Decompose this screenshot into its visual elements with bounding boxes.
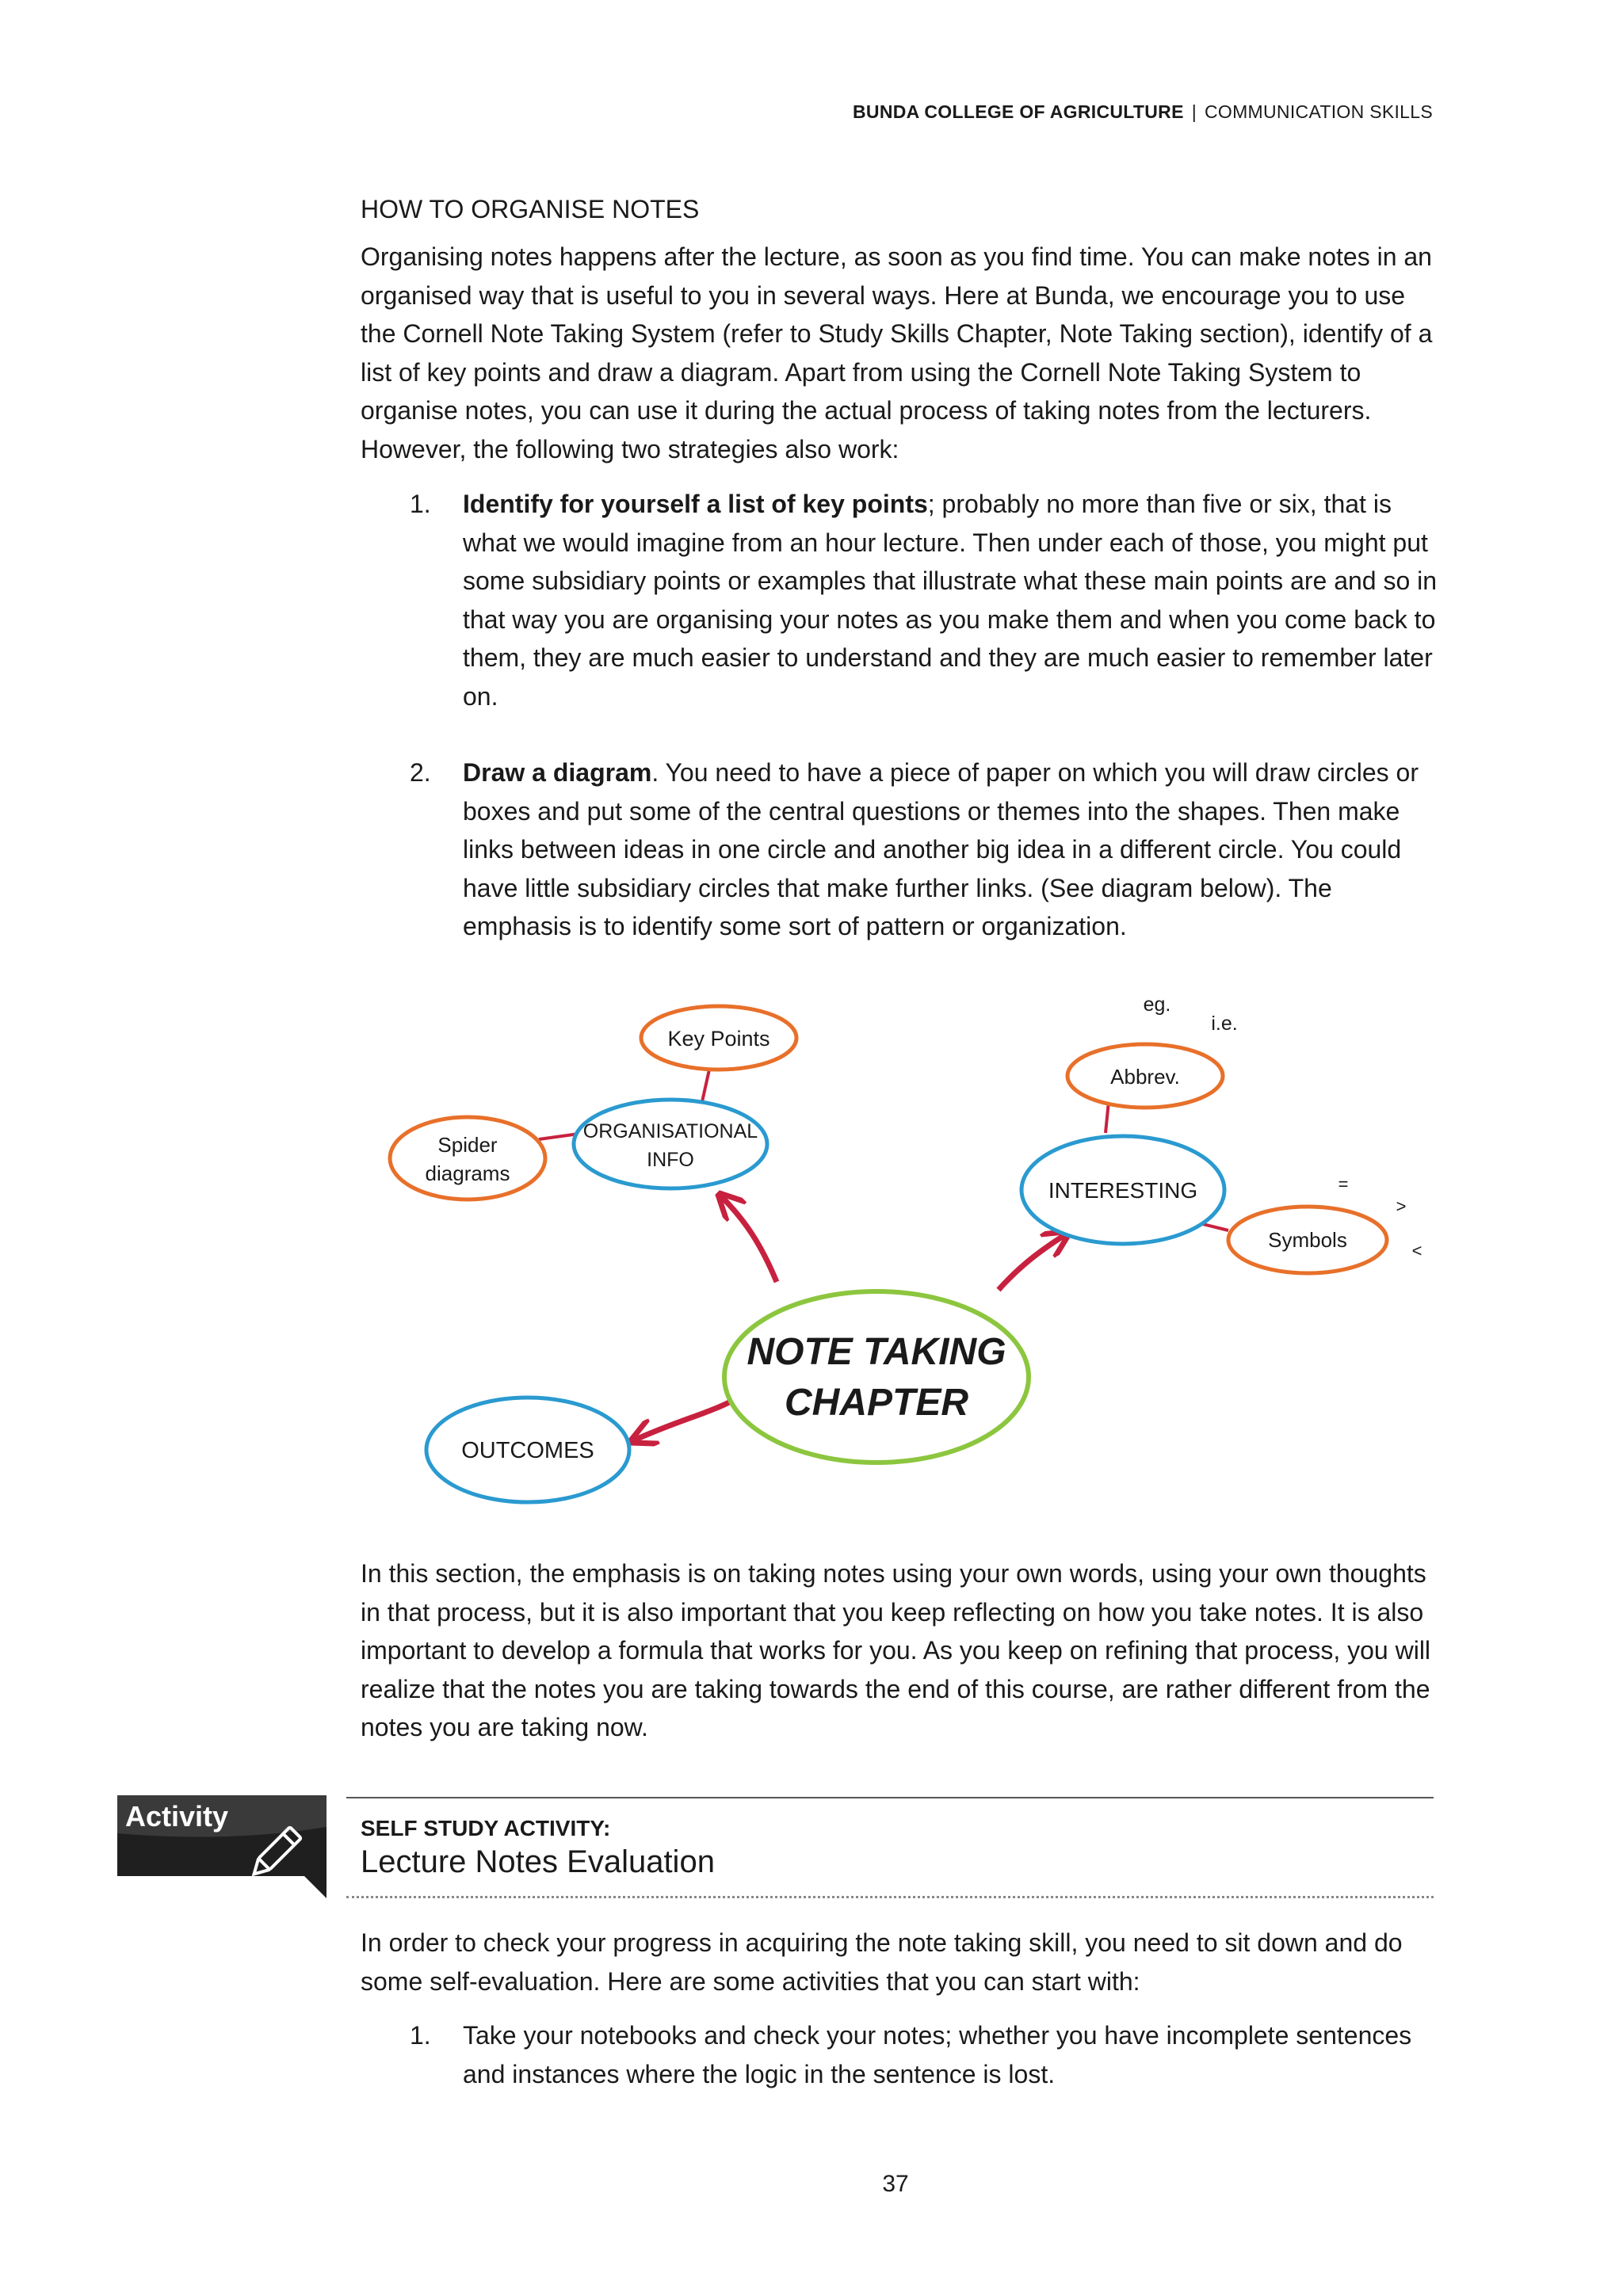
symbol-less: <: [1411, 1241, 1423, 1261]
list-item-text: Take your notebooks and check your notes; whether you have incomplete sentences and instances where the logic in the sentence is lost.: [463, 2021, 1412, 2088]
running-header: [853, 101, 1433, 123]
activity-badge: [117, 1795, 327, 1898]
mind-map-diagram: [372, 982, 1434, 1521]
abbrev-label: Abbrev.: [1110, 1065, 1180, 1089]
activity-list: [410, 2016, 1440, 2131]
key-points-label: Key Points: [667, 1027, 770, 1051]
outcomes-label: OUTCOMES: [461, 1438, 594, 1463]
list-item: [410, 753, 1440, 946]
activity-top-rule: [346, 1797, 1434, 1798]
link-keypoints-org: [701, 1070, 709, 1105]
list-item-bold: Identify for yourself a list of key points: [463, 490, 928, 518]
intro-paragraph: Organising notes happens after the lecture, as soon as you find time. You can make notes in an organised way that is useful to you in several ways. Here at Bunda, we encourage you to use the Cornell Note Taking System (refer to Study Skills Chapter, Note Taking section), identify of a list of key points and draw a diagram. Apart from using the Cornell Note Taking System to organise notes, you can use it during the actual process of taking notes from the lecturers. However, the following two strategies also work:: [361, 242, 1433, 463]
arrow-to-interesting: [999, 1234, 1066, 1290]
list-item-text: ; probably no more than five or six, that is what we would imagine from an hour lecture. Then under each of those, you might put some subsidiary points or examples that illustrate what these main points are and so in that way you are organising your notes as you make them and when you come back to them, they are much easier to understand and they are much easier to remember later on.: [463, 490, 1438, 711]
spider-label-line2: diagrams: [425, 1161, 510, 1185]
spider-label-line1: Spider: [437, 1133, 498, 1157]
list-item-number: 2.: [410, 758, 431, 787]
header-course: COMMUNICATION SKILLS: [1205, 101, 1433, 122]
center-label-line2: CHAPTER: [784, 1382, 969, 1424]
symbol-equals: =: [1338, 1174, 1349, 1194]
org-label-line2: INFO: [647, 1149, 694, 1171]
activity-dotted-rule: [346, 1896, 1434, 1898]
header-separator: |: [1191, 101, 1197, 122]
center-node: [724, 1291, 1029, 1463]
list-item-number: 1.: [410, 2021, 431, 2050]
activity-intro: In order to check your progress in acquiring the note taking skill, you need to sit down and do some self-evaluation. Here are some activities that you can start with:: [361, 1928, 1403, 1996]
list-item-bold: Draw a diagram: [463, 758, 652, 787]
center-label-line1: NOTE TAKING: [747, 1331, 1006, 1373]
list-item: [410, 485, 1440, 715]
list-item-text: . You need to have a piece of paper on which you will draw circles or boxes and put some of the central questions or themes into the shapes. Then make links between ideas in one circle and another big idea in a different circle. You could have little subsidiary circles that make further links. (See diagram below). The emphasis is to identify some sort of pattern or organization.: [463, 758, 1419, 940]
activity-label: Activity: [125, 1800, 229, 1833]
ie-label: i.e.: [1211, 1013, 1238, 1035]
arrow-to-org: [721, 1196, 777, 1282]
interesting-label: INTERESTING: [1048, 1178, 1198, 1203]
page-number: 37: [882, 2171, 909, 2197]
symbol-greater: >: [1396, 1196, 1407, 1216]
activity-kicker: SELF STUDY ACTIVITY:: [361, 1816, 611, 1840]
closing-paragraph: In this section, the emphasis is on taking notes using your own words, using your own thoughts in that process, but it is also important that you keep reflecting on how you take notes. It is also important to develop a formula that works for you. As you keep on refining that process, you will realize that the notes you are taking towards the end of this course, are rather different from the notes you are taking now.: [361, 1559, 1431, 1741]
strategies-list: [410, 485, 1440, 984]
spider-node: [390, 1117, 545, 1199]
header-institution: BUNDA COLLEGE OF AGRICULTURE: [853, 101, 1184, 122]
pencil-icon: [244, 1822, 304, 1886]
symbols-label: Symbols: [1268, 1228, 1347, 1252]
list-item-number: 1.: [410, 490, 431, 518]
activity-title: Lecture Notes Evaluation: [361, 1844, 715, 1879]
mind-map-svg: [372, 982, 1434, 1521]
organisational-node: [574, 1100, 767, 1188]
org-label-line1: ORGANISATIONAL: [582, 1120, 758, 1142]
eg-label: eg.: [1143, 994, 1171, 1016]
list-item: [410, 2016, 1440, 2093]
section-heading: HOW TO ORGANISE NOTES: [361, 195, 700, 223]
arrow-to-outcomes: [634, 1402, 729, 1440]
